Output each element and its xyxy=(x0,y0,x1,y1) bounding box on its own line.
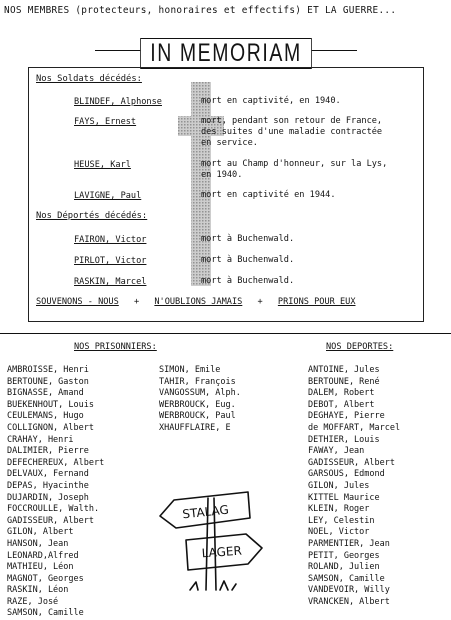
motto-part: SOUVENONS - NOUS xyxy=(36,297,119,307)
list-item: MATHIEU, Léon xyxy=(7,562,74,573)
list-item: DEFECHEREUX, Albert xyxy=(7,457,105,468)
list-item: LEY, Celestin xyxy=(308,515,375,526)
list-item: GARSOUS, Edmond xyxy=(308,469,385,480)
list-item: MAGNOT, Georges xyxy=(7,573,84,584)
list-item: GADISSEUR, Albert xyxy=(308,457,395,468)
list-item: LEONARD,Alfred xyxy=(7,550,79,561)
memoriam-title: IN MEMORIAM xyxy=(140,38,312,69)
list-item: SAMSON, Camille xyxy=(7,608,84,619)
list-item: WERBROUCK, Eug. xyxy=(159,399,236,410)
motto-line xyxy=(36,297,416,307)
list-item: VANGOSSUM, Alph. xyxy=(159,388,241,399)
title-banner xyxy=(0,38,451,70)
list-item: BERTOUNE, Gaston xyxy=(7,376,89,387)
list-item: PARMENTIER, Jean xyxy=(308,538,390,549)
list-item: VANDEVOIR, Willy xyxy=(308,585,390,596)
list-item: SIMON, Emile xyxy=(159,365,221,375)
list-item: DALEM, Robert xyxy=(308,388,375,399)
list-item: BIGNASSE, Amand xyxy=(7,388,84,399)
deported-list xyxy=(308,365,400,608)
deportee-name: FAIRON, Victor xyxy=(74,235,147,245)
list-item: XHAUFFLAIRE, E xyxy=(159,422,231,433)
list-item: DETHIER, Louis xyxy=(308,434,380,445)
list-item: COLLIGNON, Albert xyxy=(7,422,94,433)
soldier-fate: mort en captivité en 1944. xyxy=(201,190,336,200)
list-item: GILON, Jules xyxy=(308,480,370,491)
prisoners-list-2 xyxy=(159,365,241,435)
list-item: FOCCROULLE, Walth. xyxy=(7,504,100,515)
list-item: RAZE, José xyxy=(7,596,59,607)
list-item: WERBROUCK, Paul xyxy=(159,411,236,422)
deported-heading: NOS DEPORTES: xyxy=(326,342,394,352)
list-item: BERTOUNE, René xyxy=(308,376,380,387)
list-item: CRAHAY, Henri xyxy=(7,434,74,445)
list-item: DEBOT, Albert xyxy=(308,399,375,410)
deportee-name: RASKIN, Marcel xyxy=(74,277,147,287)
list-item: CEULEMANS, Hugo xyxy=(7,411,84,422)
signpost-bottom-label: LAGER xyxy=(201,543,243,561)
list-item: TAHIR, François xyxy=(159,376,236,387)
list-item: PETIT, Georges xyxy=(308,550,380,561)
list-item: RASKIN, Léon xyxy=(7,585,69,596)
deportee-fate: mort à Buchenwald. xyxy=(201,276,295,286)
motto-part: PRIONS POUR EUX xyxy=(277,297,356,307)
list-item: HANSON, Jean xyxy=(7,538,69,549)
soldier-name: HEUSE, Karl xyxy=(74,160,131,170)
prisoners-list-1 xyxy=(7,365,104,620)
deportee-name: PIRLOT, Victor xyxy=(74,256,147,266)
list-item: DELVAUX, Fernand xyxy=(7,469,89,480)
document-heading: NOS MEMBRES (protecteurs, honoraires et effectifs) ET LA GUERRE... xyxy=(4,5,397,16)
signpost-icon xyxy=(150,478,270,594)
deportee-fate: mort à Buchenwald. xyxy=(201,255,295,265)
section-divider xyxy=(0,333,451,334)
signpost-top-label: STALAG xyxy=(181,502,230,522)
prisoners-heading: NOS PRISONNIERS: xyxy=(74,342,157,352)
list-item: de MOFFART, Marcel xyxy=(308,422,401,433)
list-item: GADISSEUR, Albert xyxy=(7,515,94,526)
list-item: DALIMIER, Pierre xyxy=(7,446,89,457)
list-item: DUJARDIN, Joseph xyxy=(7,492,89,503)
list-item: FAWAY, Jean xyxy=(308,446,365,457)
list-item: DEPAS, Hyacinthe xyxy=(7,480,89,491)
list-item: KITTEL Maurice xyxy=(308,492,380,503)
soldier-fate: mort au Champ d'honneur, sur la Lys, en 1940. xyxy=(201,159,388,180)
list-item: AMBROISSE, Henri xyxy=(7,365,89,375)
deportee-fate: mort à Buchenwald. xyxy=(201,234,295,244)
soldiers-heading: Nos Soldats décédés: xyxy=(36,74,142,84)
list-item: SAMSON, Camille xyxy=(308,573,385,584)
deportees-heading: Nos Déportés décédés: xyxy=(36,211,148,221)
soldier-fate: mort, pendant son retour de France, des suites d'une maladie contractée en service. xyxy=(201,116,383,148)
soldier-name: LAVIGNE, Paul xyxy=(74,191,142,201)
list-item: NOEL, Victor xyxy=(308,527,370,538)
motto-separator: + xyxy=(133,297,140,307)
soldier-name: FAYS, Ernest xyxy=(74,117,137,127)
soldier-fate: mort en captivité, en 1940. xyxy=(201,96,341,106)
motto-separator: + xyxy=(257,297,263,307)
motto-part: N'OUBLIONS JAMAIS xyxy=(154,297,243,307)
list-item: BUEKENHOUT, Louis xyxy=(7,399,94,410)
list-item: GILON, Albert xyxy=(7,527,74,538)
soldier-name: BLINDEF, Alphonse xyxy=(74,97,162,107)
list-item: KLEIN, Roger xyxy=(308,504,370,515)
list-item: VRANCKEN, Albert xyxy=(308,596,390,607)
list-item: ROLAND, Julien xyxy=(308,562,380,573)
list-item: ANTOINE, Jules xyxy=(308,365,380,375)
list-item: DEGHAYE, Pierre xyxy=(308,411,385,422)
